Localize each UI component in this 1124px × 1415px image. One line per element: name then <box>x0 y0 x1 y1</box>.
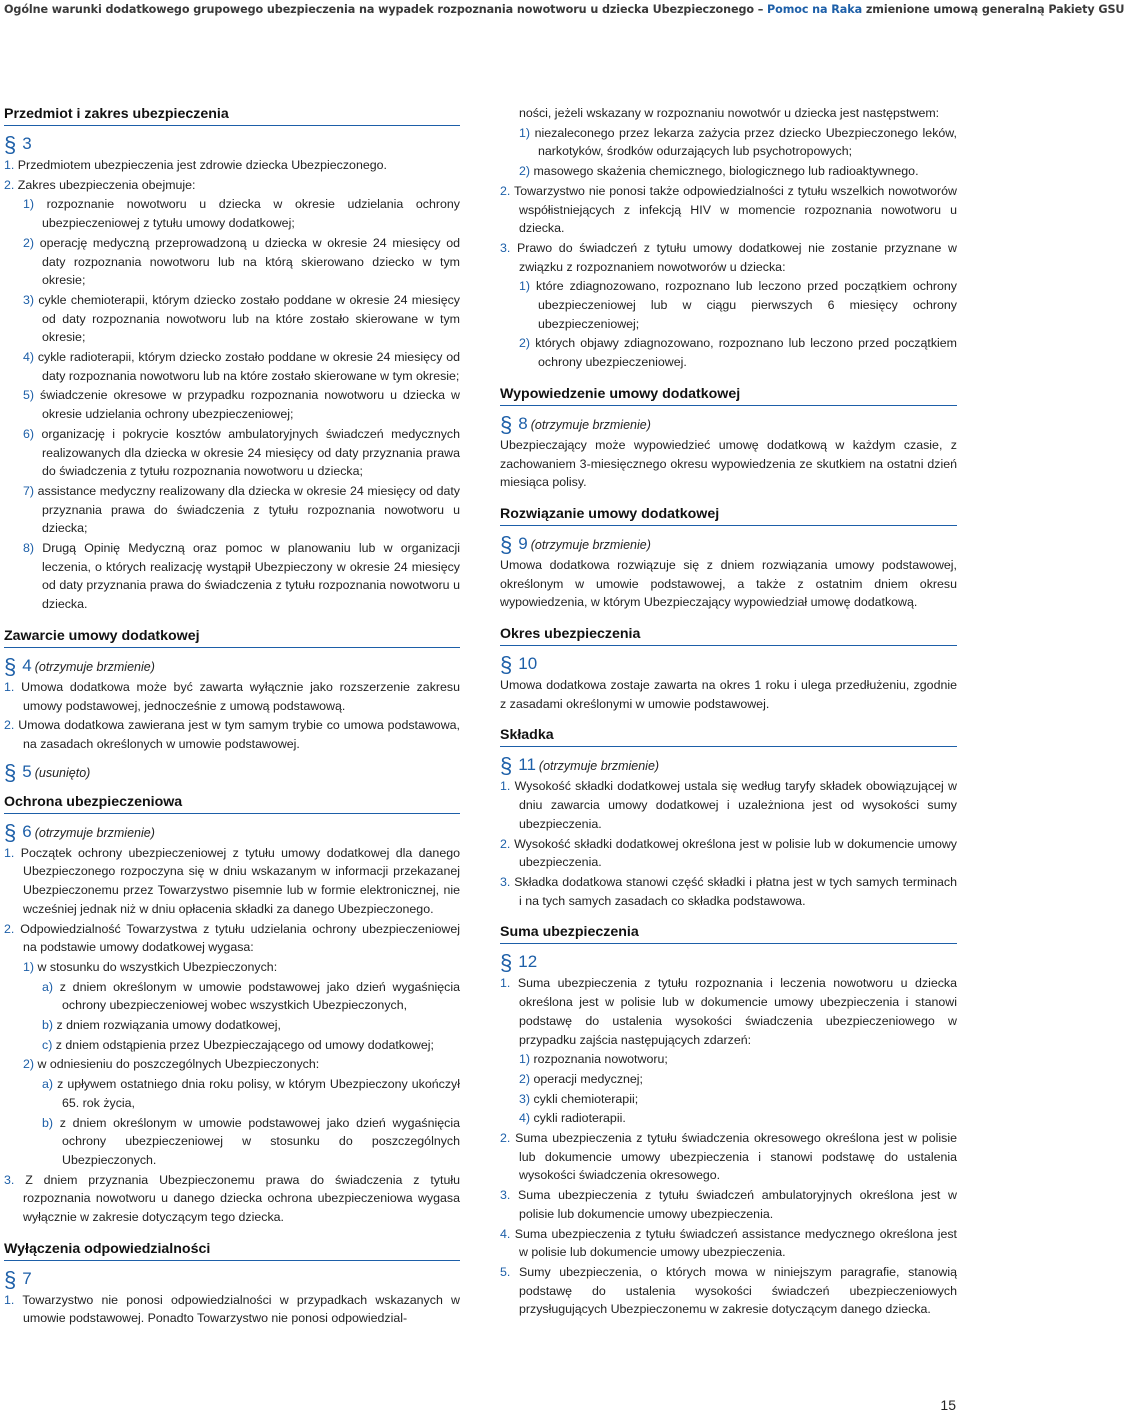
list-item: 1. Towarzystwo nie ponosi odpowiedzialności w przypadkach wskazanych w umowie podstawowej. Ponadto Towarzystwo nie ponosi odpowiedzial- <box>4 1292 460 1326</box>
paragraph-heading-12 <box>500 950 957 976</box>
left-column <box>4 100 460 1329</box>
header-suffix: zmienione umową generalną Pakiety GSU <box>865 3 1124 16</box>
list-item: 2. Towarzystwo nie ponosi także odpowiedzialności z tytułu wszelkich nowotworów współistniejących z infekcją HIV w momencie rozpoznania nowotworu u dziecka. <box>500 183 957 236</box>
paragraph-note: (otrzymuje brzmienie) <box>530 537 651 552</box>
list-item: 2) operację medyczną przeprowadzoną u dziecka w okresie 24 miesięcy od daty rozpoznania nowotworu lub na którą skierowano dziecko w tym okresie; <box>23 235 460 288</box>
section-sign-icon: § <box>500 950 513 976</box>
list-item: 1) rozpoznanie nowotworu u dziecka w okresie udzielania ochrony ubezpieczeniowej z tytułu umowy dodatkowej; <box>23 197 460 231</box>
paragraph-number: 3 <box>22 134 32 153</box>
list-item: 1. Umowa dodatkowa może być zawarta wyłącznie jako rozszerzenie zakresu umowy podstawowej, jednocześnie z umową podstawową. <box>4 679 460 713</box>
paragraph-note: (otrzymuje brzmienie) <box>538 759 660 774</box>
paragraph-heading-8 <box>500 411 957 437</box>
paragraph-number: 6 <box>22 821 32 841</box>
section-sign-icon: § <box>500 652 513 678</box>
list-item: 1. Przedmiotem ubezpieczenia jest zdrowie dziecka Ubezpieczonego. <box>4 158 387 172</box>
section-title: Ochrona ubezpieczeniowa <box>4 794 460 814</box>
paragraph-note: (otrzymuje brzmienie) <box>530 417 651 432</box>
list-item: 2. Umowa dodatkowa zawierana jest w tym samym trybie co umowa podstawowa, na zasadach określonych w umowie podstawowej. <box>4 718 460 751</box>
header-highlight: Pomoc na Raka <box>767 3 863 16</box>
paragraph-note: (usunięto) <box>34 765 91 780</box>
continued-text: ności, jeżeli wskazany w rozpoznaniu nowotwór u dziecka jest następstwem: <box>519 106 940 120</box>
paragraph-number: 11 <box>518 755 536 775</box>
section-sign-icon: § <box>4 132 17 157</box>
list-item: 1) rozpoznania nowotworu; <box>519 1052 668 1067</box>
paragraph-heading-5 <box>4 759 460 785</box>
list-item: 2) których objawy zdiagnozowano, rozpoznano lub leczono przed początkiem ochrony ubezpieczeniowej. <box>519 336 957 370</box>
section-sign-icon: § <box>4 1266 17 1292</box>
list-item: 2) w odniesieniu do poszczególnych Ubezpieczonych: <box>23 1057 320 1072</box>
section-sign-icon: § <box>500 531 513 557</box>
section-sign-icon: § <box>500 753 513 779</box>
paragraph-heading-10 <box>500 652 957 678</box>
paragraph-number: 4 <box>22 655 32 675</box>
list-item: 2. Odpowiedzialność Towarzystwa z tytułu udzielania ochrony ubezpieczeniowej na podstawie umowy dodatkowej wygasa: <box>4 921 460 955</box>
section-title: Wyłączenia odpowiedzialności <box>4 1241 460 1261</box>
list-item: 1) niezaleconego przez lekarza zażycia przez dziecko Ubezpieczonego leków, narkotyków, środków odurzających lub psychotropowych; <box>519 125 957 159</box>
paragraph-number: 5 <box>22 761 32 781</box>
list-item: a) z dniem określonym w umowie podstawowej jako dzień wygaśnięcia ochrony ubezpieczeniowej wobec wszystkich Ubezpieczonych, <box>42 979 460 1013</box>
running-header <box>4 3 1124 19</box>
section-sign-icon: § <box>500 411 513 437</box>
section-title: Wypowiedzenie umowy dodatkowej <box>500 386 957 406</box>
list-item: a) z upływem ostatniego dnia roku polisy, w którym Ubezpieczony ukończył 65. rok życia, <box>42 1077 460 1110</box>
paragraph-heading-4 <box>4 653 460 679</box>
paragraph-note: (otrzymuje brzmienie) <box>34 825 155 840</box>
right-column <box>500 104 957 1320</box>
paragraph-number: 7 <box>22 1268 32 1288</box>
list-item: 5. Sumy ubezpieczenia, o których mowa w niniejszym paragrafie, stanowią podstawę do ustalenia wysokości świadczeń ubezpieczeniowych przysługujących Ubezpieczonemu w zakresie dotyczącym danego dziecka. <box>500 1264 957 1317</box>
paragraph-note: (otrzymuje brzmienie) <box>34 659 155 674</box>
paragraph-heading-9 <box>500 531 957 557</box>
paragraph-heading-11 <box>500 753 957 779</box>
paragraph-text: Umowa dodatkowa rozwiązuje się z dniem rozwiązania umowy podstawowej, określonym w umowie podstawowej, a także z ostatnim dniem okresu wypowiedzenia, w którym Ubezpieczający wypowiedział umowę dodatkową. <box>500 557 957 610</box>
list-item: 1. Suma ubezpieczenia z tytułu rozpoznania i leczenia nowotworu u dziecka określona jest w polisie lub w dokumencie umowy ubezpieczenia i stanowi podstawę do ustalenia wysokości świadczenia ubezpieczeniowego w przypadku zajścia następujących zdarzeń: <box>500 976 957 1047</box>
list-item: c) z dniem odstąpienia przez Ubezpieczającego od umowy dodatkowej; <box>42 1037 434 1052</box>
list-item: 2. Suma ubezpieczenia z tytułu świadczenia okresowego określona jest w polisie lub dokumencie umowy ubezpieczenia i stanowi podstawę do ustalenia wysokości świadczenia okresowego. <box>500 1131 957 1183</box>
list-item: 2. Zakres ubezpieczenia obejmuje: <box>4 177 196 192</box>
section-title: Okres ubezpieczenia <box>500 626 957 646</box>
section-title: Przedmiot i zakres ubezpieczenia <box>4 106 460 126</box>
list-item: 4) cykle radioterapii, którym dziecko zostało poddane w okresie 24 miesięcy od daty rozpoznania nowotworu lub na które zostało skierowane w tym okresie; <box>23 350 460 383</box>
list-item: 6) organizację i pokrycie kosztów ambulatoryjnych świadczeń medycznych realizowanych dla dziecka w okresie 24 miesięcy od daty przyznania prawa do świadczenia z tytułu rozpoznania nowotworu u dziecka; <box>23 426 460 479</box>
list-item: b) z dniem określonym w umowie podstawowej jako dzień wygaśnięcia ochrony ubezpieczeniowej w stosunku do poszczególnych Ubezpieczonych. <box>42 1115 460 1167</box>
list-item: 1) które zdiagnozowano, rozpoznano lub leczono przed początkiem ochrony ubezpieczeniowej lub w ciągu pierwszych 6 miesięcy ochrony ubezpieczeniowej; <box>519 279 957 331</box>
section-sign-icon: § <box>4 653 17 679</box>
list-item: 1) w stosunku do wszystkich Ubezpieczonych: <box>23 959 278 974</box>
list-item: 4) cykli radioterapii. <box>519 1111 626 1126</box>
paragraph-number: 12 <box>518 952 538 972</box>
list-item: b) z dniem rozwiązania umowy dodatkowej, <box>42 1018 281 1033</box>
paragraph-heading-7 <box>4 1266 460 1292</box>
list-item: 4. Suma ubezpieczenia z tytułu świadczeń assistance medycznego określona jest w polisie lub dokumencie umowy ubezpieczenia. <box>500 1226 957 1260</box>
list-item: 7) assistance medyczny realizowany dla dziecka w okresie 24 miesięcy od daty przyznania prawa do świadczenia z tytułu rozpoznania nowotworu u dziecka; <box>23 483 460 536</box>
section-title: Rozwiązanie umowy dodatkowej <box>500 506 957 526</box>
section-sign-icon: § <box>4 759 17 785</box>
list-item: 3. Prawo do świadczeń z tytułu umowy dodatkowej nie zostanie przyznane w związku z rozpoznaniem nowotworów u dziecka: <box>500 240 957 274</box>
list-item: 2. Wysokość składki dodatkowej określona jest w polisie lub w dokumencie umowy ubezpieczenia. <box>500 836 958 870</box>
paragraph-heading-6 <box>4 819 460 845</box>
section-sign-icon: § <box>4 819 17 845</box>
paragraph-number: 8 <box>518 413 528 433</box>
paragraph-text: Ubezpieczający może wypowiedzieć umowę dodatkową w każdym czasie, z zachowaniem 3-miesięcznego okresu wypowiedzenia ze skutkiem na ostatni dzień miesiąca polisy. <box>500 437 957 490</box>
list-item: 3. Składka dodatkowa stanowi część składki i płatna jest w tych samych terminach i na tych samych zasadach co składka podstawowa. <box>500 874 958 908</box>
page-number: 15 <box>940 1397 956 1413</box>
list-item: 3) cykle chemioterapii, którym dziecko zostało poddane w okresie 24 miesięcy od daty rozpoznania nowotworu lub na które zostało skierowane w tym okresie; <box>23 292 460 345</box>
list-item: 5) świadczenie okresowe w przypadku rozpoznania nowotworu u dziecka w okresie udzielania ochrony ubezpieczeniowej; <box>23 388 460 422</box>
section-title: Zawarcie umowy dodatkowej <box>4 628 460 648</box>
list-item: 3) cykli chemioterapii; <box>519 1091 639 1106</box>
paragraph-number: 10 <box>518 654 538 674</box>
header-prefix: Ogólne warunki dodatkowego grupowego ubezpieczenia na wypadek rozpoznania nowotworu u dziecka Ubezpieczonego – <box>4 3 764 16</box>
list-item: 3. Suma ubezpieczenia z tytułu świadczeń ambulatoryjnych określona jest w polisie lub dokumencie umowy ubezpieczenia. <box>500 1188 957 1221</box>
section-title: Suma ubezpieczenia <box>500 924 957 944</box>
section-title: Składka <box>500 727 957 747</box>
list-item: 2) operacji medycznej; <box>519 1071 643 1086</box>
list-item: 1. Początek ochrony ubezpieczeniowej z tytułu umowy dodatkowej dla danego Ubezpieczonego rozpoczyna się w dniu wskazanym w informacji przekazanej Ubezpieczonemu przez Towarzystwo pisemnie lub w formie elektronicznej, nie wcześniej jednak niż w dniu opłacenia składki za danego Ubezpieczonego. <box>4 845 460 916</box>
list-item: 1. Wysokość składki dodatkowej ustala się według taryfy składek obowiązującej w dniu zawarcia umowy dodatkowej i uzależniona jest od wysokości sumy ubezpieczenia. <box>500 779 957 831</box>
paragraph-number: 9 <box>518 533 528 553</box>
list-item: 2) masowego skażenia chemicznego, biologicznego lub radioaktywnego. <box>519 164 919 179</box>
paragraph-text: Umowa dodatkowa zostaje zawarta na okres 1 roku i ulega przedłużeniu, zgodnie z zasadami określonymi w umowie podstawowej. <box>500 678 957 711</box>
paragraph-heading-3 <box>4 132 460 157</box>
list-item: 3. Z dniem przyznania Ubezpieczonemu prawa do świadczenia z tytułu rozpoznania nowotworu u danego dziecka ochrona ubezpieczeniowa wygasa wyłącznie w zakresie dotyczącym tego dziecka. <box>4 1172 460 1225</box>
list-item: 8) Drugą Opinię Medyczną oraz pomoc w planowaniu lub w organizacji leczenia, o których realizację wystąpił Ubezpieczony w okresie 24 miesięcy od daty przyznania prawa do świadczenia z tytułu rozpoznania nowotworu u dziecka. <box>23 541 460 612</box>
